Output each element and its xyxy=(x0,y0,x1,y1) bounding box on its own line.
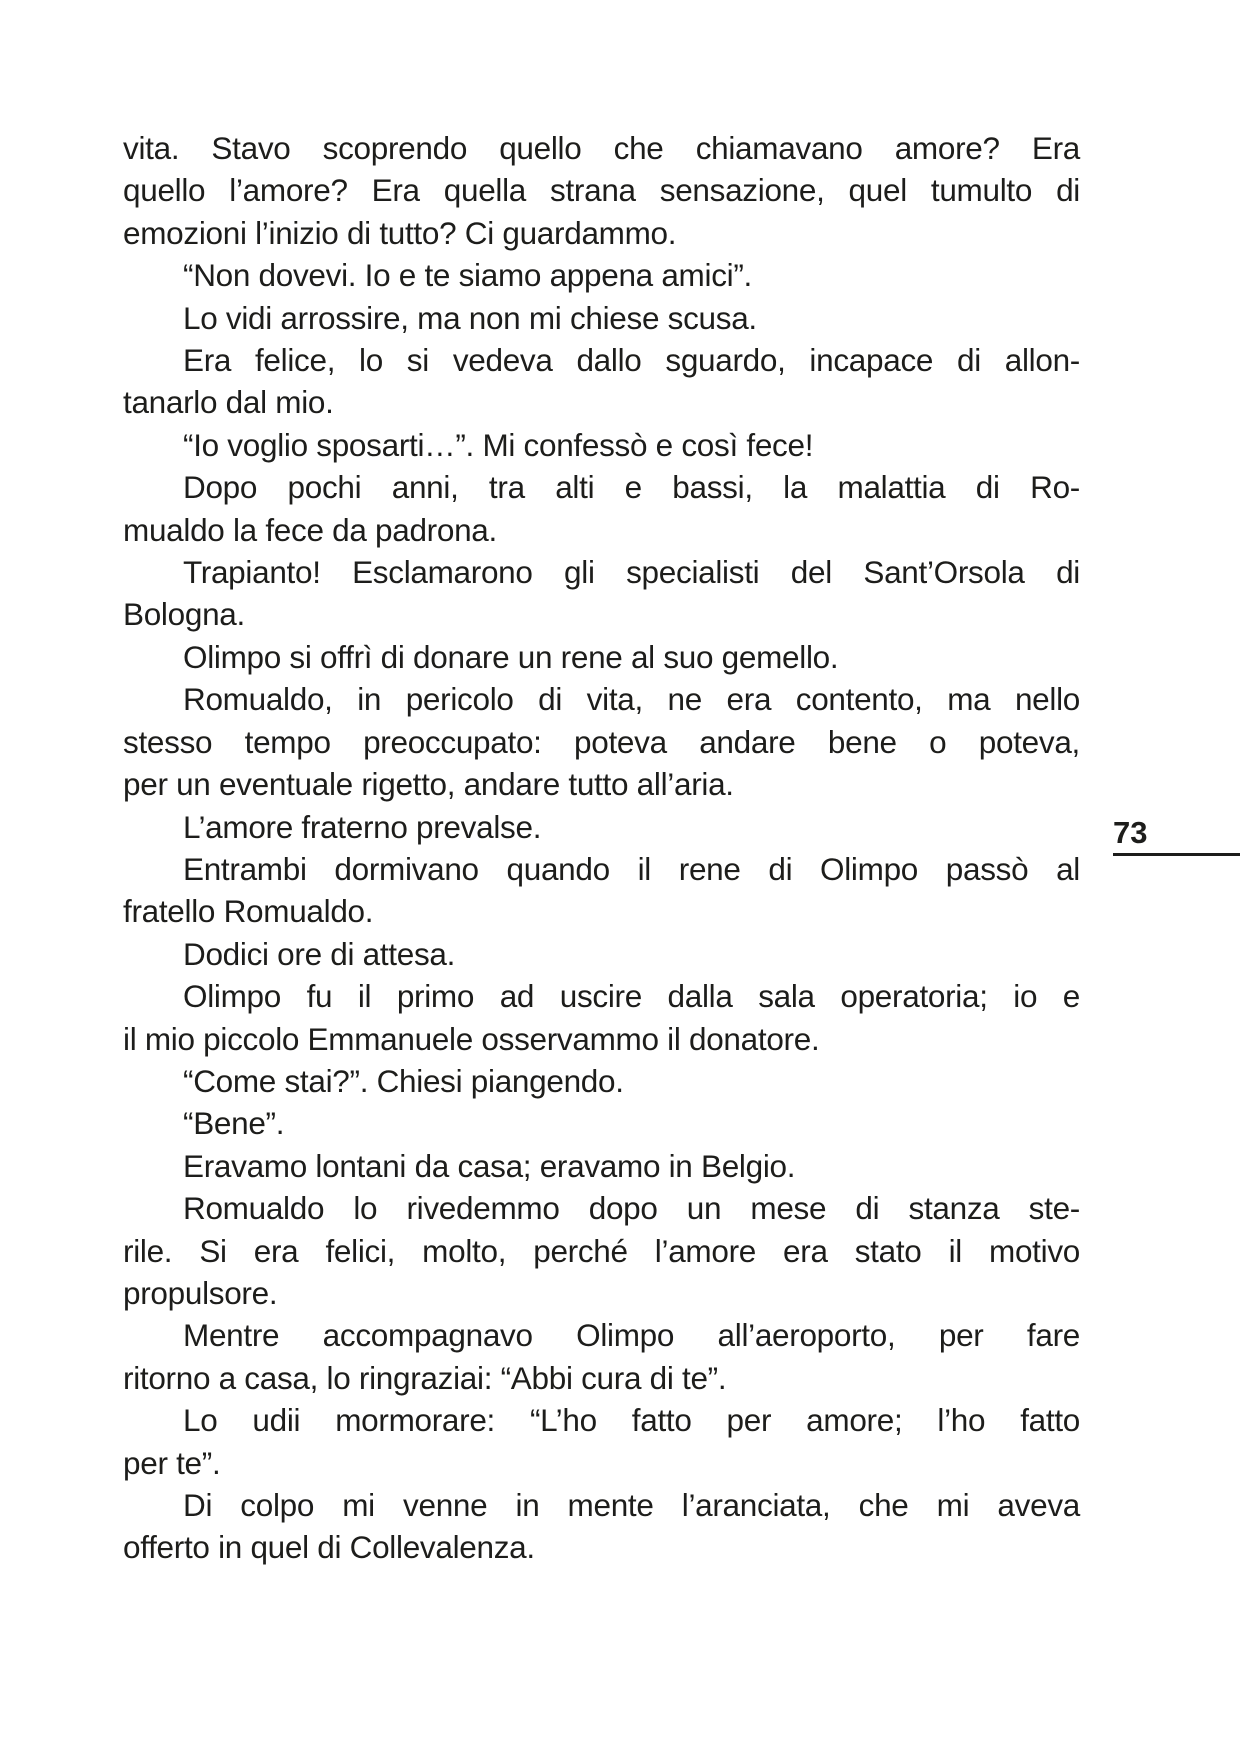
text-line: Mentre accompagnavo Olimpo all’aeroporto, per fare xyxy=(183,1317,1080,1354)
text-line: Olimpo fu il primo ad uscire dalla sala operatoria; io e xyxy=(183,978,1080,1015)
text-line: emozioni l’inizio di tutto? Ci guardammo. xyxy=(123,214,677,251)
text-line: ritorno a casa, lo ringraziai: “Abbi cura di te”. xyxy=(123,1359,727,1396)
text-line: Dodici ore di attesa. xyxy=(183,935,456,972)
text-line: Romualdo, in pericolo di vita, ne era contento, ma nello xyxy=(183,681,1080,718)
text-line: Di colpo mi venne in mente l’aranciata, che mi aveva xyxy=(183,1487,1080,1523)
text-line: quello l’amore? Era quella strana sensazione, quel tumulto di xyxy=(123,172,1080,209)
text-line: Eravamo lontani da casa; eravamo in Belgio. xyxy=(183,1147,796,1184)
text-line: Olimpo si offrì di donare un rene al suo gemello. xyxy=(183,638,839,675)
text-line: “Come stai?”. Chiesi piangendo. xyxy=(183,1062,624,1099)
text-line: Trapianto! Esclamarono gli specialisti del Sant’Orsola di xyxy=(183,554,1080,591)
body-text xyxy=(123,127,1080,1569)
text-line: vita. Stavo scoprendo quello che chiamavano amore? Era xyxy=(123,130,1080,166)
text-line: “Bene”. xyxy=(183,1105,285,1142)
text-line: il mio piccolo Emmanuele osservammo il donatore. xyxy=(123,1020,820,1057)
text-line: Romualdo lo rivedemmo dopo un mese di stanza ste- xyxy=(183,1190,1080,1227)
text-line: fratello Romualdo. xyxy=(123,893,374,930)
text-line: Dopo pochi anni, tra alti e bassi, la malattia di Ro- xyxy=(183,469,1080,506)
text-line: Entrambi dormivano quando il rene di Olimpo passò al xyxy=(183,850,1080,887)
text-line: “Io voglio sposarti…”. Mi confessò e così fece! xyxy=(183,426,814,463)
page-number: 73 xyxy=(1113,815,1148,850)
text-line: rile. Si era felici, molto, perché l’amore era stato il motivo xyxy=(123,1232,1080,1269)
text-line: propulsore. xyxy=(123,1274,278,1311)
text-line: mualdo la fece da padrona. xyxy=(123,511,497,548)
text-line: Lo vidi arrossire, ma non mi chiese scusa. xyxy=(183,299,757,336)
text-line: offerto in quel di Collevalenza. xyxy=(123,1529,535,1566)
text-line: “Non dovevi. Io e te siamo appena amici”. xyxy=(183,257,752,294)
text-line: per un eventuale rigetto, andare tutto all’aria. xyxy=(123,766,734,803)
text-line: tanarlo dal mio. xyxy=(123,384,334,421)
text-line: Era felice, lo si vedeva dallo sguardo, incapace di allon- xyxy=(183,342,1080,379)
text-line: L’amore fraterno prevalse. xyxy=(183,808,542,845)
folio-rule xyxy=(1113,853,1240,856)
text-line: Bologna. xyxy=(123,596,245,633)
text-line: per te”. xyxy=(123,1444,221,1481)
folio xyxy=(1113,817,1240,856)
text-line: Lo udii mormorare: “L’ho fatto per amore; l’ho fatto xyxy=(183,1402,1080,1439)
text-line: stesso tempo preoccupato: poteva andare bene o poteva, xyxy=(123,723,1080,760)
